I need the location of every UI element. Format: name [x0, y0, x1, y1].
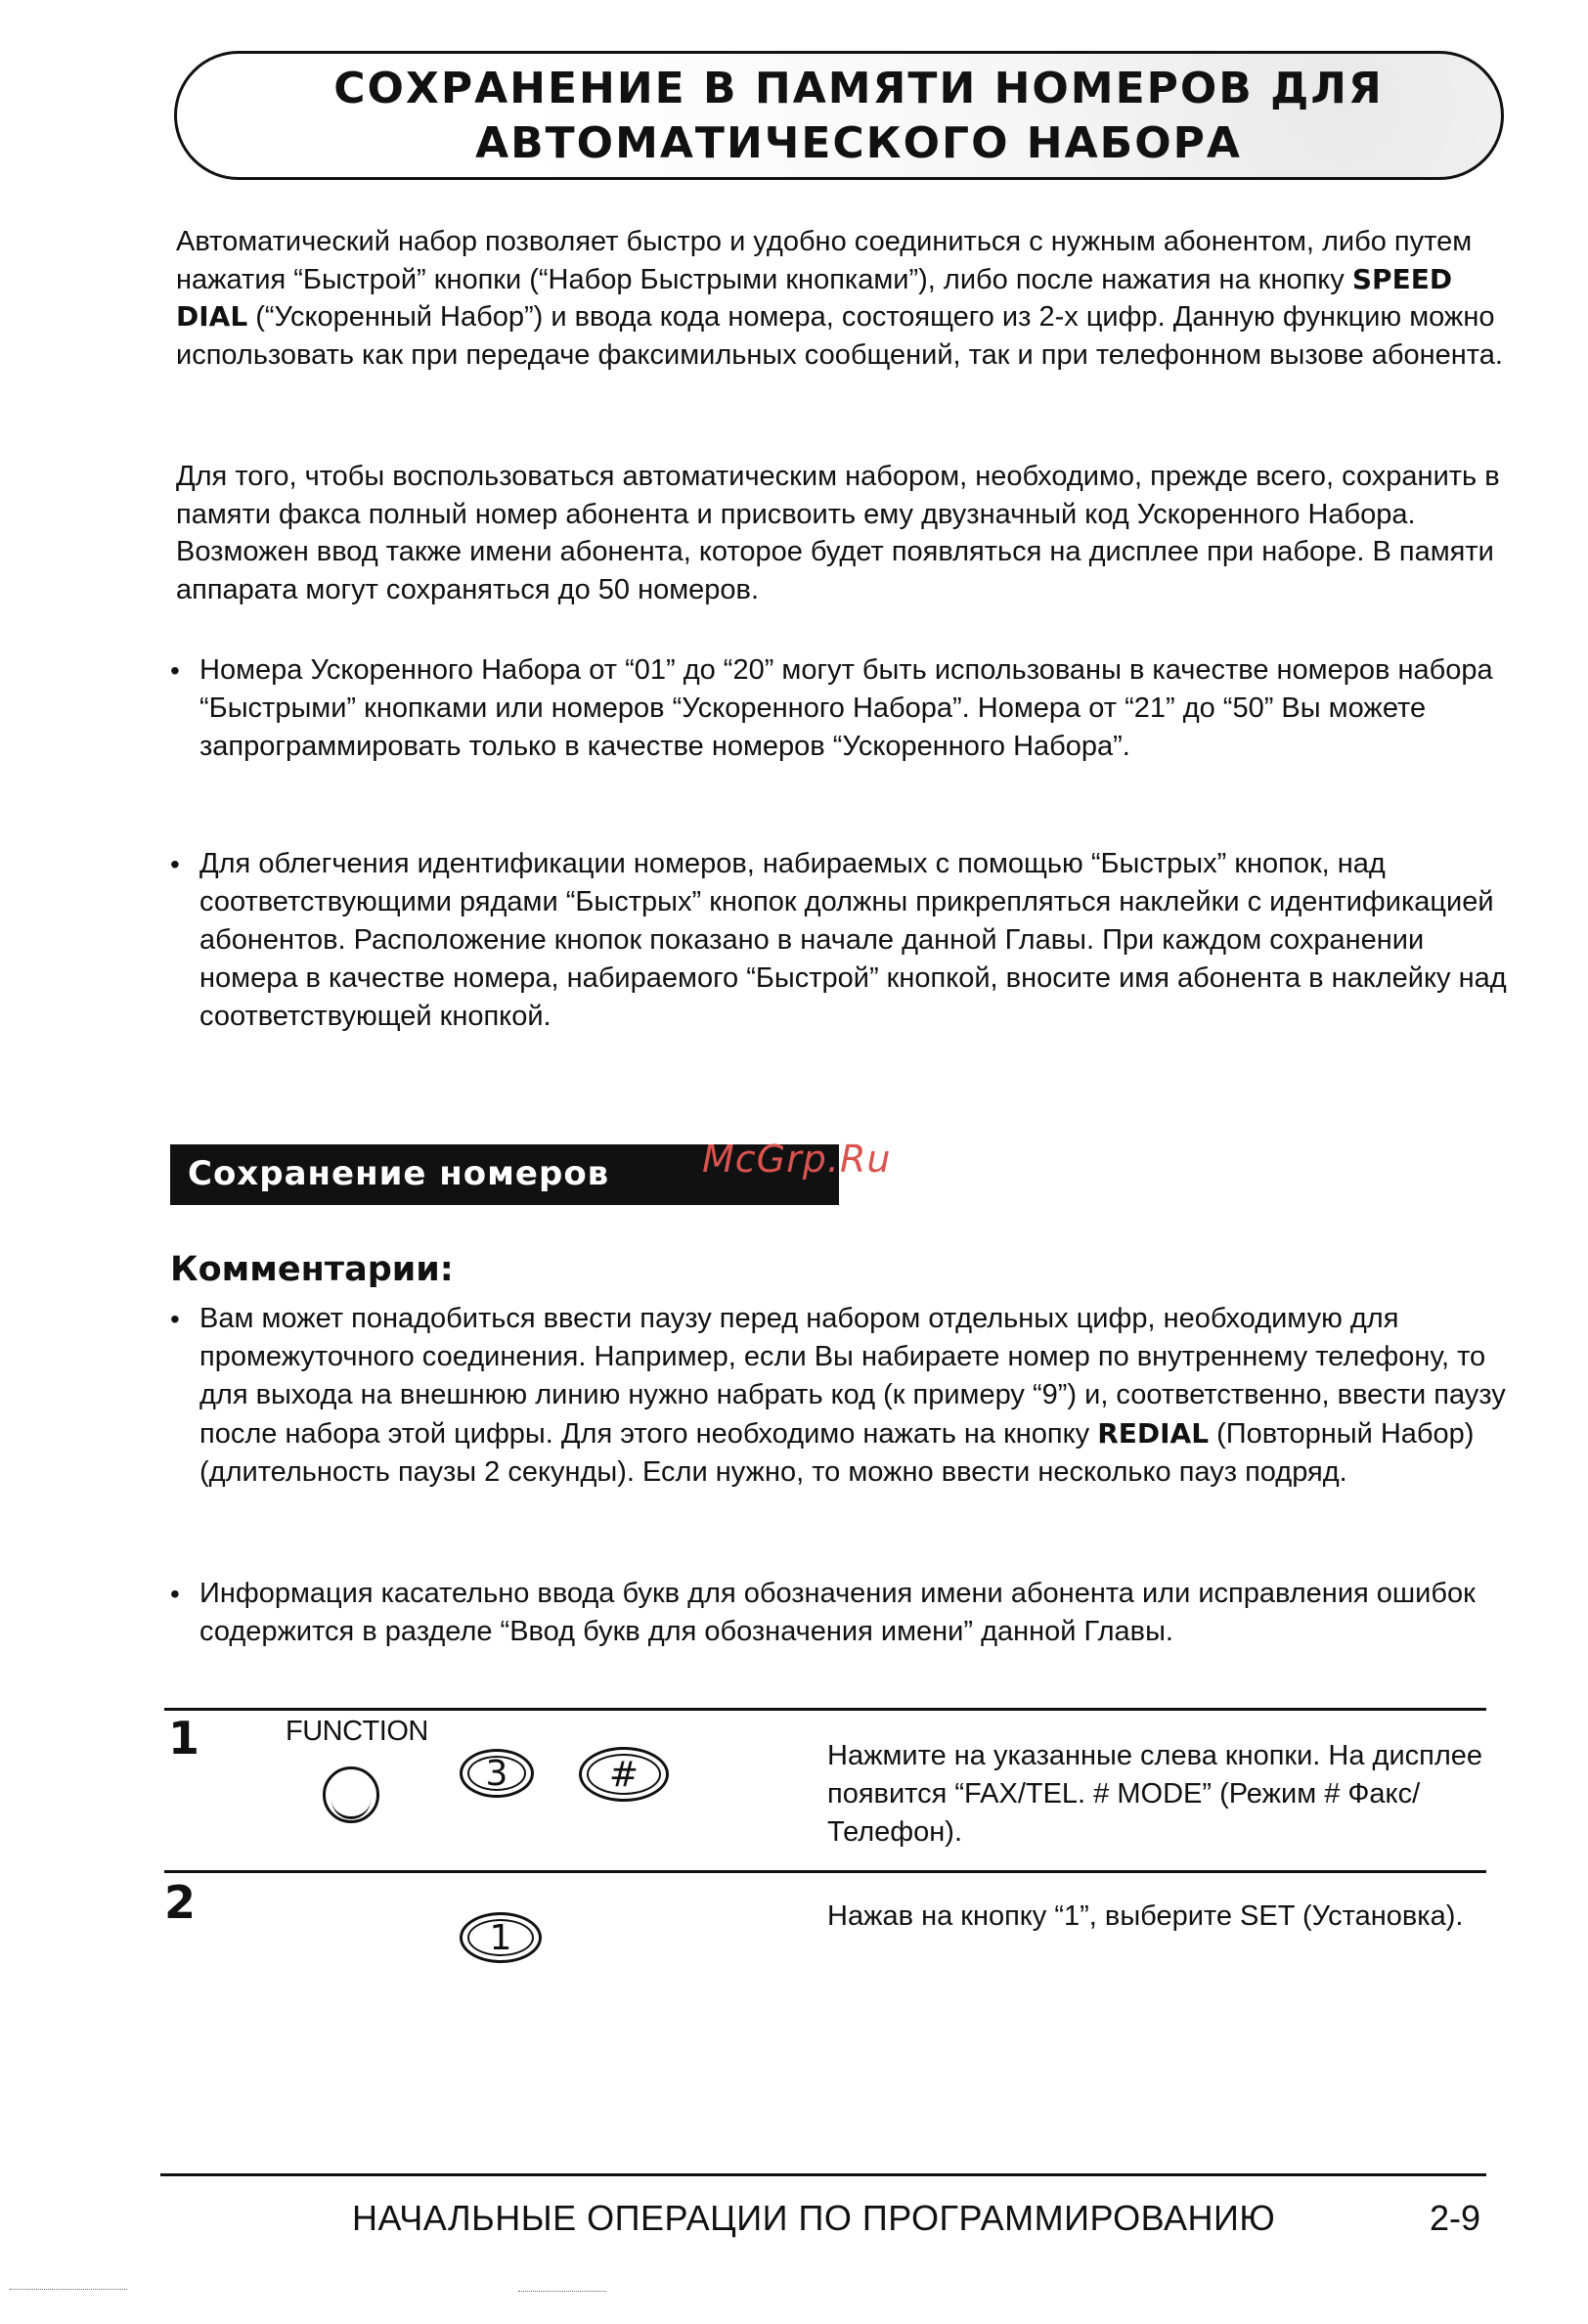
comments-heading: Комментарии:	[170, 1250, 454, 1289]
bullet-dot: •	[170, 849, 180, 879]
scan-edge-mark	[10, 2289, 127, 2290]
key-hash-icon	[579, 1747, 669, 1802]
step-table-top-rule	[164, 1708, 1486, 1711]
bullet-dot: •	[170, 655, 180, 686]
function-key-label: FUNCTION	[286, 1716, 428, 1747]
redial-key-label: REDIAL	[1097, 1417, 1210, 1450]
footer-page-number: 2-9	[1430, 2198, 1481, 2238]
key-1-icon	[460, 1912, 542, 1963]
function-button-icon	[323, 1766, 379, 1823]
step-1-instruction: Нажмите на указанные слева кнопки. На дисплее появится “FAX/TEL. # MODE” (Режим # Факс/Телефон).	[827, 1740, 1483, 1848]
title-line-1: СОХРАНЕНИЕ В ПАМЯТИ НОМЕРОВ ДЛЯ	[333, 64, 1384, 113]
intro-paragraph-1	[176, 223, 1506, 374]
key-3-label: 3	[485, 1753, 508, 1794]
title-line-2: АВТОМАТИЧЕСКОГО НАБОРА	[475, 118, 1242, 168]
bullet-text-1: Номера Ускоренного Набора от “01” до “20” могут быть использованы в качестве номеров набора “Быстрыми” кнопками или номеров “Ускоренного Набора”. Номера от “21” до “50” Вы можете запрограммировать только в качестве номеров “Ускоренного Набора”.	[199, 654, 1493, 762]
comment-text-1	[199, 1300, 1510, 1492]
step-1-number: 1	[168, 1712, 200, 1765]
scan-edge-mark	[518, 2291, 606, 2292]
watermark-text: McGrp.Ru	[702, 1138, 892, 1181]
speed-dial-key-label: SPEED DIAL	[176, 262, 1453, 333]
comment-1-after: (Повторный Набор) (длительность паузы 2 секунды). Если нужно, то можно ввести несколько пауз подряд.	[199, 1418, 1475, 1488]
intro-paragraph-2: Для того, чтобы воспользоваться автоматическим набором, необходимо, прежде всего, сохранить в памяти факса полный номер абонента и присвоить ему двузначный код Ускоренного Набора. Возможен ввод также имени абонента, которое будет появляться на дисплее при наборе. В памяти аппарата могут сохраняться до 50 номеров.	[176, 461, 1500, 605]
section-title-bar: Сохранение номеров	[170, 1144, 839, 1205]
title-banner	[174, 51, 1504, 180]
step-2-number: 2	[164, 1876, 197, 1929]
footer-chapter-title: НАЧАЛЬНЫЕ ОПЕРАЦИИ ПО ПРОГРАММИРОВАНИЮ	[352, 2198, 1276, 2238]
bullet-dot: •	[170, 1304, 180, 1334]
bullet-dot: •	[170, 1579, 180, 1609]
intro-p1-after: (“Ускоренный Набор”) и ввода кода номера, состоящего из 2-х цифр. Данную функцию можно использовать как при передаче факсимильных сообщений, так и при телефонном вызове абонента.	[176, 301, 1503, 371]
comment-1-before: Вам может понадобиться ввести паузу перед набором отдельных цифр, необходимую для промежуточного соединения. Например, если Вы набираете номер по внутреннему телефону, то для выхода на внешнюю линию нужно набрать код (к примеру “9”) и, соответственно, ввести паузу после набора этой цифры. Для этого необходимо нажать на кнопку	[199, 1303, 1506, 1450]
footer-rule	[160, 2173, 1486, 2176]
intro-p1-before: Автоматический набор позволяет быстро и удобно соединиться с нужным абонентом, либо путем нажатия “Быстрой” кнопки (“Набор Быстрыми кнопками”), либо после нажатия на кнопку	[176, 226, 1473, 295]
key-hash-label: #	[608, 1754, 640, 1795]
comment-text-2: Информация касательно ввода букв для обозначения имени абонента или исправления ошибок содержится в разделе “Ввод букв для обозначения имени” данной Главы.	[199, 1578, 1476, 1647]
key-3-icon	[460, 1749, 534, 1798]
step-table-middle-rule	[164, 1870, 1486, 1873]
bullet-text-2: Для облегчения идентификации номеров, набираемых с помощью “Быстрых” кнопок, над соответствующими рядами “Быстрых” кнопок должны прикрепляться наклейки с идентификацией абонентов. Расположение кнопок показано в начале данной Главы. При каждом сохранении номера в качестве номера, набираемого “Быстрой” кнопкой, вносите имя абонента в наклейку над соответствующей кнопкой.	[199, 848, 1507, 1032]
key-1-label: 1	[489, 1917, 512, 1958]
step-2-instruction: Нажав на кнопку “1”, выберите SET (Установка).	[827, 1900, 1464, 1932]
